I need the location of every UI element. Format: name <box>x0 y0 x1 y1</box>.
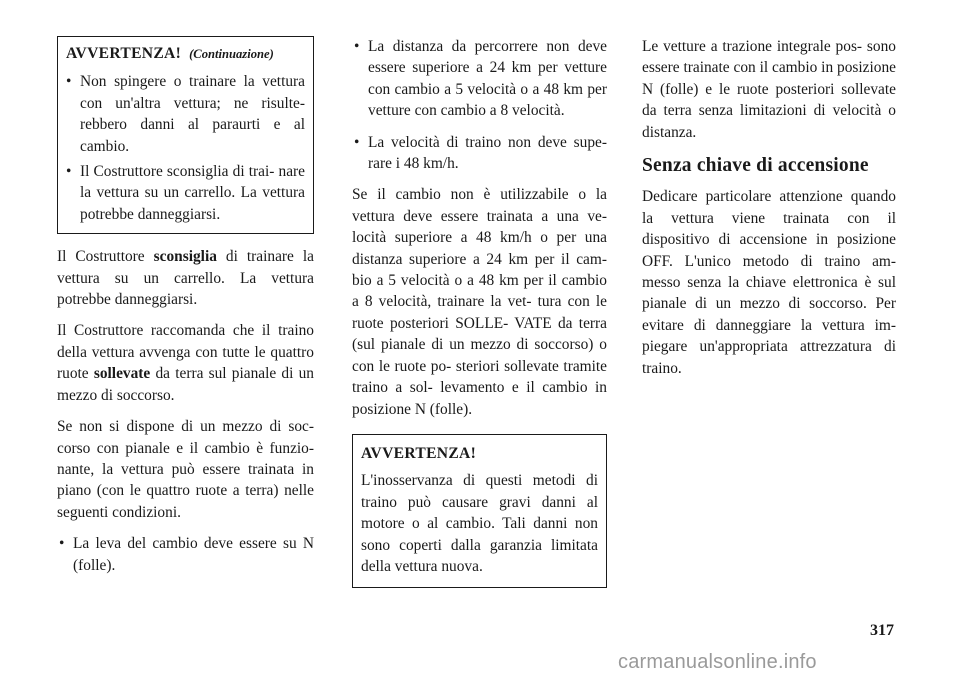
page-number: 317 <box>870 622 894 639</box>
conditions-list-continued <box>352 36 607 174</box>
list-item: • La distanza da percorrere non deve essere superiore a 24 km per vetture con cambio a 5 velocità o a 48 km per vetture con cambio a 8 velocità. <box>352 36 607 122</box>
paragraph-rear-wheels: Se il cambio non è utilizzabile o la vettura deve essere trainata a una ve- locità superiore a 48 km/h o per una distanza superiore a 24 km per il cam- bio a 5 velocità o a 48 km per il cambio a 8 velocità, trainare la vet- tura con le ruote posteriori SOLLE- VATE da terra (sul pianale di un mezzo di soccorso) o con le ruote po- steriori sollevate tramite traino a sol- levamento e il cambio in posizione N (folle). <box>352 186 607 418</box>
warning-item: • Il Costruttore sconsiglia di trai- nare la vettura su un carrello. La vettura potrebbe danneggiarsi. <box>66 161 305 225</box>
warning-continuation: (Continuazione) <box>189 47 274 61</box>
paragraph-awd: Le vetture a trazione integrale pos- sono essere trainate con il cambio in posizione N (folle) e le ruote posteriori sollevate da terra senza limitazioni di velocità o distanza. <box>642 38 896 141</box>
warning-title: AVVERTENZA! <box>361 444 477 462</box>
warning-item: • Non spingere o trainare la vettura con un'altra vettura; ne risulte- rebbero danni al paraurti e al cambio. <box>66 71 305 157</box>
column-middle <box>352 36 607 588</box>
warning-title <box>66 43 305 65</box>
paragraph-raccomanda: Il Costruttore raccomanda che il traino della vettura avvenga con tutte le quattro ruote sollevate da terra sul pianale di un mezzo di soccorso. <box>57 322 314 404</box>
column-left <box>57 36 314 586</box>
warning-box <box>352 434 607 588</box>
list-item: • La velocità di traino non deve supe- rare i 48 km/h. <box>352 132 607 175</box>
paragraph-conditions: Se non si dispone di un mezzo di soc- corso con pianale e il cambio è funzio- nante, la vettura può essere trainata in piano (con le quattro ruote a terra) nelle seguenti condizioni. <box>57 418 314 521</box>
warning-text: L'inosservanza di questi metodi di traino può causare gravi danni al motore o al cambio. Tali danni non sono coperti dalla garanzia limitata della vettura nuova. <box>361 472 598 575</box>
paragraph-no-key: Dedicare particolare attenzione quando la vettura viene trainata con il dispositivo di accensione in posizione OFF. L'unico metodo di traino am- messo senza la chiave elettronica è sul pianale di un mezzo di soccorso. Per evitare di danneggiare la vettura im- piegare un'appropriata attrezzatura di traino. <box>642 188 896 377</box>
warning-title-text: AVVERTENZA! <box>66 45 182 62</box>
watermark: carmanualsonline.info <box>618 651 817 673</box>
conditions-list <box>57 533 314 576</box>
paragraph-sconsiglia: Il Costruttore sconsiglia di trainare la vettura su un carrello. La vettura potrebbe danneggiarsi. <box>57 248 314 309</box>
list-item: • La leva del cambio deve essere su N (folle). <box>57 533 314 576</box>
warning-box-continued <box>57 36 314 234</box>
section-heading: Senza chiave di accensione <box>642 155 869 177</box>
warning-list <box>66 71 305 225</box>
column-right <box>642 36 896 389</box>
